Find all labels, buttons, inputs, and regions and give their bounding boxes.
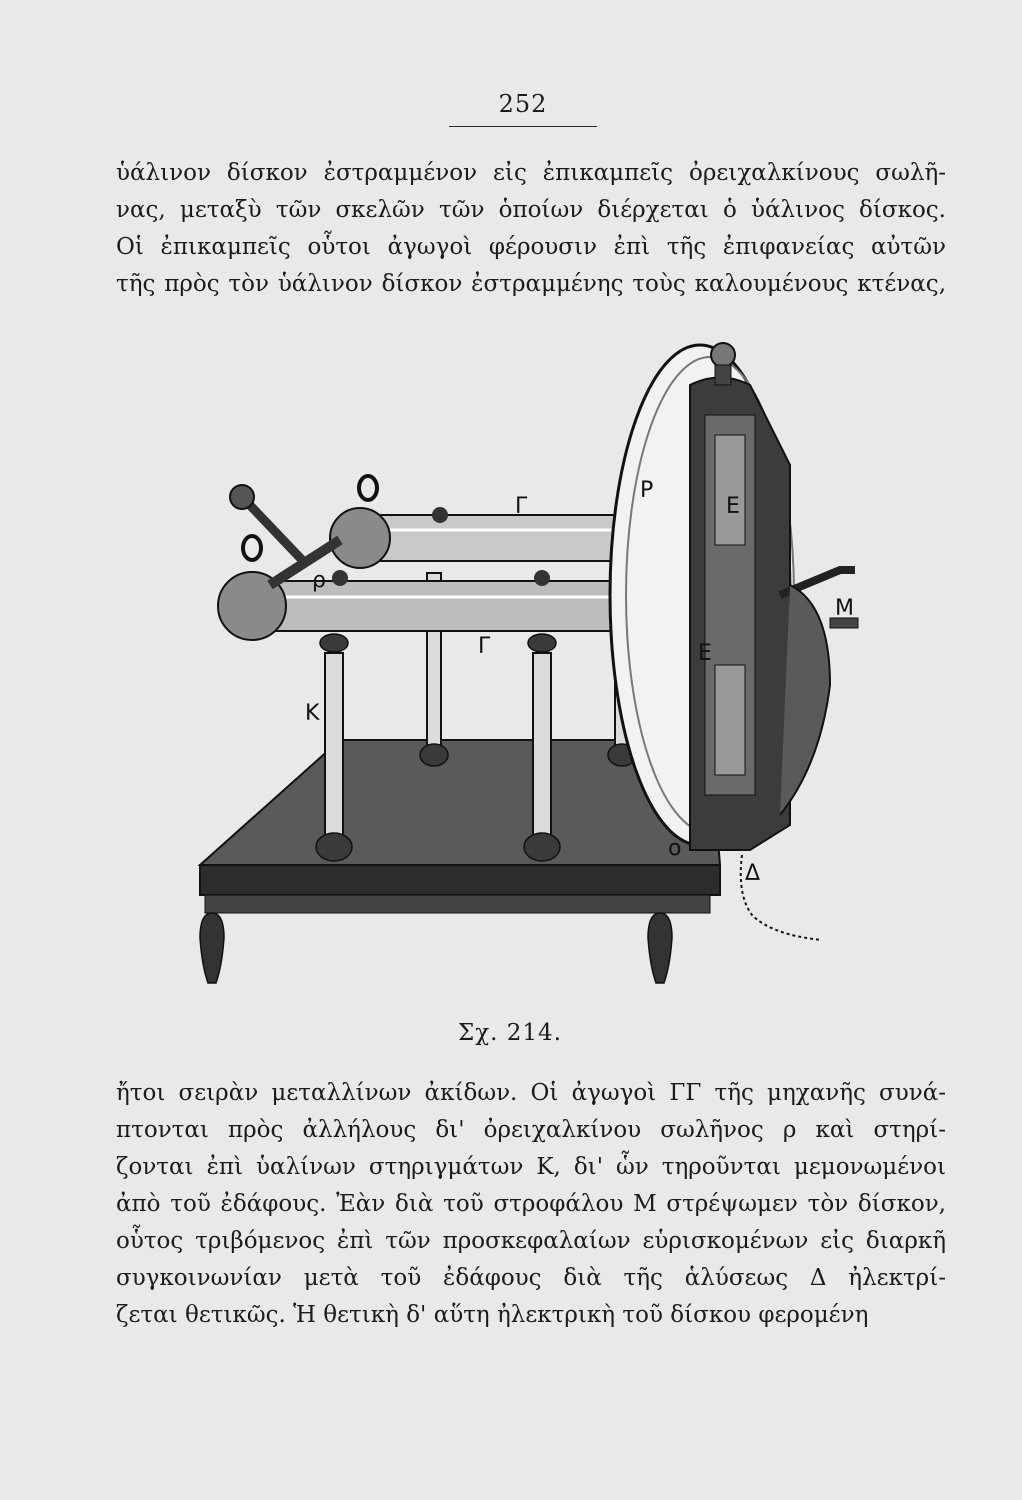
finial-neck bbox=[715, 365, 731, 385]
table-leg-left bbox=[200, 913, 224, 983]
base-table-skirt bbox=[205, 895, 710, 913]
text-line: ζονται ἐπὶ ὑαλίνων στηριγμάτων Κ, δι' ὧν τηροῦνται μεμονωμένοι bbox=[116, 1154, 946, 1180]
discharger-rod bbox=[245, 500, 305, 563]
label-omicron: ο bbox=[668, 836, 682, 861]
ring bbox=[243, 536, 261, 560]
top-finial bbox=[711, 343, 735, 367]
paragraph-top bbox=[116, 155, 946, 303]
text-line: ὑάλινον δίσκον ἐστραμμένον εἰς ἐπικαμπεῖς ὀρειχαλκίνους σωλῆ- bbox=[116, 160, 946, 186]
label-gamma-bottom: Γ bbox=[478, 634, 491, 659]
discharger-ball bbox=[230, 485, 254, 509]
paragraph-bottom bbox=[116, 1075, 946, 1334]
electrostatic-machine-figure bbox=[190, 335, 860, 1000]
machine-illustration bbox=[190, 335, 860, 1000]
text-line: συγκοινωνίαν μετὰ τοῦ ἐδάφους διὰ τῆς ἁλύσεως Δ ἠλεκτρί- bbox=[116, 1265, 946, 1291]
label-epsilon-top: Ε bbox=[726, 494, 740, 519]
label-epsilon-bottom: Ε bbox=[698, 641, 712, 666]
text-line: πτονται πρὸς ἀλλήλους δι' ὀρειχαλκίνου σωλῆνος ρ καὶ στηρί- bbox=[116, 1117, 946, 1143]
table-leg-right bbox=[648, 913, 672, 983]
text-line: τῆς πρὸς τὸν ὑάλινον δίσκον ἐστραμμένης τοὺς καλουμένους κτένας, bbox=[116, 271, 946, 297]
text-line: οὗτος τριβόμενος ἐπὶ τῶν προσκεφαλαίων εὑρισκομένων εἰς διαρκῆ bbox=[116, 1228, 946, 1254]
conductor-bottom bbox=[250, 581, 630, 631]
text-line: Οἱ ἐπικαμπεῖς οὗτοι ἀγωγοὶ φέρουσιν ἐπὶ τῆς ἐπιφανείας αὐτῶν bbox=[116, 234, 946, 260]
knob bbox=[534, 570, 550, 586]
knob bbox=[332, 570, 348, 586]
ring bbox=[359, 476, 377, 500]
conductor-sphere bbox=[330, 508, 390, 568]
label-delta: Δ bbox=[745, 861, 761, 886]
label-rho-small: ρ bbox=[312, 568, 326, 593]
page-number-rule bbox=[449, 126, 597, 127]
text-line: νας, μεταξὺ τῶν σκελῶν τῶν ὁποίων διέρχεται ὁ ὑάλινος δίσκος. bbox=[116, 197, 946, 223]
rubber-pad-top bbox=[715, 435, 745, 545]
text-line: ἀπὸ τοῦ ἐδάφους. Ἐὰν διὰ τοῦ στροφάλου Μ στρέψωμεν τὸν δίσκον, bbox=[116, 1191, 946, 1217]
text-line: ἤτοι σειρὰν μεταλλίνων ἀκίδων. Οἱ ἀγωγοὶ ΓΓ τῆς μηχανῆς συνά- bbox=[116, 1080, 946, 1106]
base-table-front bbox=[200, 865, 720, 895]
page-number: 252 bbox=[498, 90, 548, 118]
text-line: ζεται θετικῶς. Ἡ θετικὴ δ' αὕτη ἠλεκτρικὴ τοῦ δίσκου φερομένη bbox=[116, 1302, 869, 1328]
figure-caption: Σχ. 214. bbox=[457, 1020, 563, 1046]
label-mu: Μ bbox=[835, 596, 854, 621]
label-gamma-top: Γ bbox=[515, 494, 528, 519]
label-rho-right: Ρ bbox=[640, 478, 654, 503]
label-kappa: Κ bbox=[305, 701, 320, 726]
knob bbox=[432, 507, 448, 523]
rubber-pad-bottom bbox=[715, 665, 745, 775]
